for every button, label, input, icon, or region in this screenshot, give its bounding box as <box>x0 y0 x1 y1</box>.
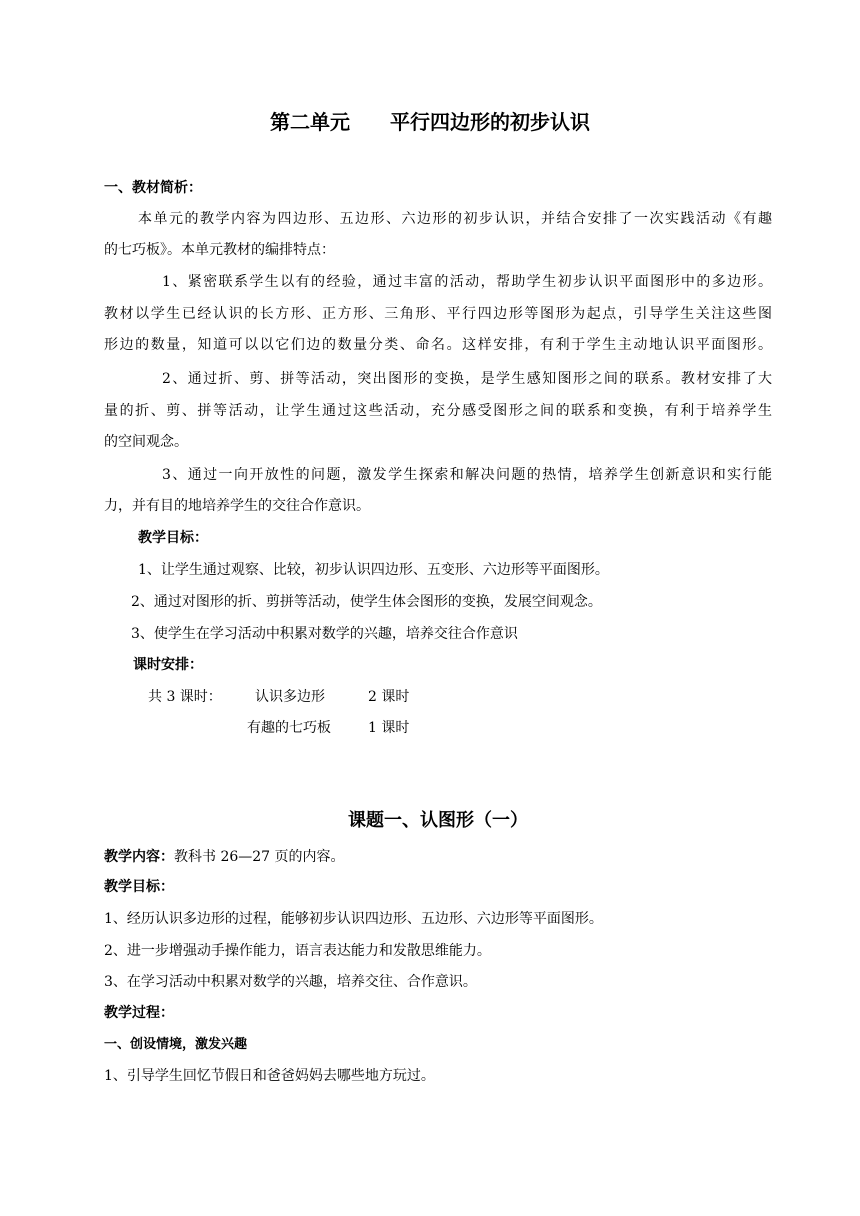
paragraph-line: 力，并有目的地培养学生的交往合作意识。 <box>104 498 370 514</box>
teaching-content-text: 教科书 26—27 页的内容。 <box>174 849 345 865</box>
schedule-item-hours: 1 课时 <box>368 720 410 736</box>
schedule-total: 共 3 课时： <box>148 689 222 705</box>
paragraph-line: 的七巧板》。本单元教材的编排特点： <box>104 242 335 258</box>
process-heading: 教学过程： <box>104 1005 174 1021</box>
goals-heading: 教学目标： <box>138 530 208 546</box>
lesson-title: 课题一、认图形（一） <box>348 810 528 831</box>
schedule-heading: 课时安排： <box>133 657 203 673</box>
schedule-item-name: 有趣的七巧板 <box>247 720 331 736</box>
teaching-content-label: 教学内容： <box>104 849 174 865</box>
lesson-goals-heading: 教学目标： <box>104 879 174 895</box>
step-item: 1、引导学生回忆节假日和爸爸妈妈去哪些地方玩过。 <box>104 1068 435 1084</box>
paragraph-line: 的空间观念。 <box>104 434 188 450</box>
unit-title: 第二单元 平行四边形的初步认识 <box>270 110 590 134</box>
paragraph-line: 量的折、剪、拼等活动，让学生通过这些活动，充分感受图形之间的联系和变换，有利于培养学生 <box>104 403 772 419</box>
paragraph-line: 2、通过折、剪、拼等活动，突出图形的变换，是学生感知图形之间的联系。教材安排了大 <box>162 371 772 387</box>
paragraph-line: 3、通过一向开放性的问题，激发学生探索和解决问题的热情，培养学生创新意识和实行能 <box>162 467 772 483</box>
goal-item: 3、使学生在学习活动中积累对数学的兴趣，培养交往合作意识 <box>131 626 518 642</box>
teaching-content <box>104 848 345 866</box>
schedule-item-hours: 2 课时 <box>368 689 410 705</box>
lesson-goal-item: 2、进一步增强动手操作能力，语言表达能力和发散思维能力。 <box>104 943 491 959</box>
section-heading-textbook-analysis: 一、教材简析： <box>104 180 202 196</box>
goal-item: 2、通过对图形的折、剪拼等活动，使学生体会图形的变换，发展空间观念。 <box>131 594 602 610</box>
goal-item: 1、让学生通过观察、比较，初步认识四边形、五变形、六边形等平面图形。 <box>138 562 609 578</box>
paragraph-line: 形边的数量，知道可以以它们边的数量分类、命名。这样安排，有利于学生主动地认识平面图形。 <box>104 337 772 353</box>
paragraph-line: 本单元的教学内容为四边形、五边形、六边形的初步认识，并结合安排了一次实践活动《有趣 <box>138 211 772 227</box>
lesson-goal-item: 3、在学习活动中积累对数学的兴趣，培养交往、合作意识。 <box>104 974 477 990</box>
step-heading: 一、创设情境，激发兴趣 <box>104 1037 248 1052</box>
paragraph-line: 教材以学生已经认识的长方形、正方形、三角形、平行四边形等图形为起点，引导学生关注这些图 <box>104 306 772 322</box>
paragraph-line: 1、紧密联系学生以有的经验，通过丰富的活动，帮助学生初步认识平面图形中的多边形。 <box>162 274 772 290</box>
lesson-goal-item: 1、经历认识多边形的过程，能够初步认识四边形、五边形、六边形等平面图形。 <box>104 911 603 927</box>
schedule-item-name: 认识多边形 <box>255 689 325 705</box>
